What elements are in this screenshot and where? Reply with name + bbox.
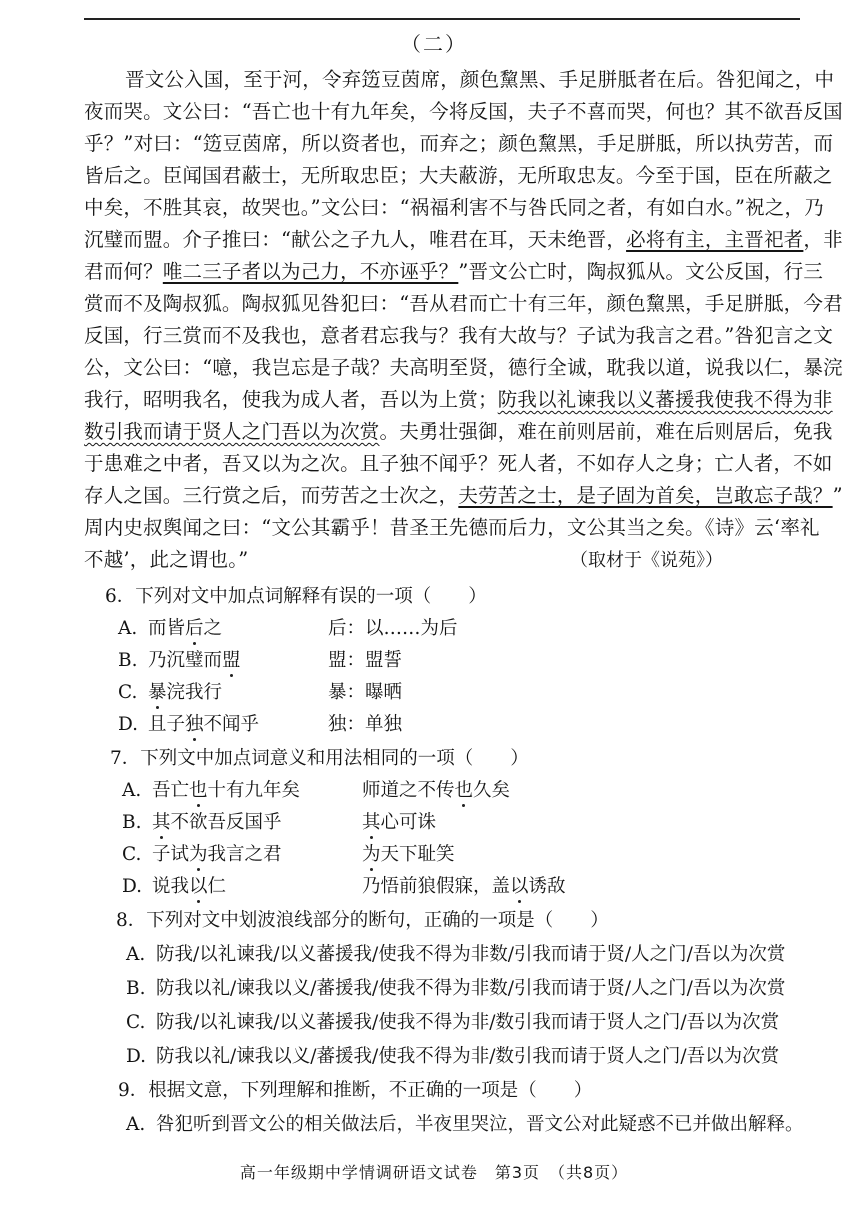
option-b: B. 防我以礼/谏我以义/蕃援我/使我不得为非数/引我而请于贤/人之门/吾以为次赏: [126, 978, 786, 999]
dotted-word: 暴: [148, 682, 167, 703]
dotted-word: 以: [189, 876, 208, 897]
top-rule: [84, 18, 800, 20]
dotted-word: 为: [189, 844, 208, 865]
option-a: A. 咎犯听到晋文公的相关做法后，半夜里哭泣，晋文公对此疑惑不已并做出解释。: [126, 1114, 804, 1135]
option-a: A. 防我/以礼谏我/以义蕃援我/使我不得为非数/引我而请于贤/人之门/吾以为次赏: [126, 944, 786, 965]
passage-line: 中矣，不胜其哀，故哭也。”文公曰：“祸福利害不与咎氏同之者，有如白水。”祝之，乃: [84, 196, 824, 219]
passage-line: 乎？”对曰：“笾豆茵席，所以资者也，而弃之；颜色黧黑，手足胼胝，所以执劳苦，而: [84, 132, 834, 155]
dotted-word: 以: [510, 876, 529, 897]
passage-line: 沉璧而盟。介子推曰：“献公之子九人，唯君在耳，天未绝晋，必将有主，主晋祀者，非: [84, 228, 843, 251]
option-a: A. 吾亡也十有九年矣 师道之不传也久矣: [122, 780, 511, 801]
dotted-word: 后: [185, 618, 204, 639]
passage-line: 不越’，此之谓也。”: [84, 548, 249, 571]
dotted-word: 盟: [222, 650, 241, 671]
passage-line: 皆后之。臣闻国君蔽士，无所取忠臣；大夫蔽游，无所取忠友。今至于国，臣在所蔽之: [84, 164, 833, 187]
passage-line: 于患难之中者，吾又以为之次。且子独不闻乎？死人者，不如存人之身；亡人者，不如: [84, 452, 833, 475]
underlined-text: 必将有主，主晋祀者: [626, 228, 804, 251]
dotted-word: 也: [189, 780, 208, 801]
option-b: B. 其不欲吾反国乎 其心可诛: [122, 812, 437, 833]
question-stem: 8．下列对文中划波浪线部分的断句，正确的一项是（ ）: [116, 910, 609, 931]
question-stem: 7．下列文中加点词意义和用法相同的一项（ ）: [110, 748, 529, 769]
passage-line: 我行，昭明我名，使我为成人者，吾以为上赏；防我以礼谏我以义蕃援我使我不得为非: [84, 388, 833, 411]
page-footer: 高一年级期中学情调研语文试卷 第3页 （共8页）: [239, 1163, 629, 1182]
option-c: C. 防我/以礼谏我/以义蕃援我/使我不得为非/数引我而请于贤人之门/吾以为次赏: [126, 1012, 780, 1033]
passage-line: 夜而哭。文公曰：“吾亡也十有九年矣，今将反国，夫子不喜而哭，何也？其不欲吾反国: [84, 100, 843, 123]
passage-line: 数引我而请于贤人之门吾以为次赏。夫勇壮强御，难在前则居前，难在后则居后，免我: [84, 420, 833, 443]
wavy-underlined-text: 防我以礼谏我以义蕃援我使我不得为非: [497, 388, 833, 411]
option-c: C. 暴浣我行 暴：曝晒: [118, 682, 403, 703]
passage-line: 反国，行三赏而不及我也，意者君忘我与？我有大故与？子试为我言之君。”咎犯言之文: [84, 324, 834, 347]
passage-line: 公，文公曰：“噫，我岂忘是子哉？夫高明至贤，德行全诚，耽我以道，说我以仁，暴浣: [84, 356, 843, 379]
question-stem: 6．下列对文中加点词解释有误的一项（ ）: [105, 586, 487, 607]
option-c: C. 子试为我言之君 为天下耻笑: [122, 844, 455, 865]
underlined-sentence: 唯二三子者以为己力，不亦诬乎？: [162, 260, 459, 283]
dotted-word: 其: [362, 812, 381, 833]
passage-line: 晋文公入国，至于河，令弃笾豆茵席，颜色黧黑、手足胼胝者在后。咎犯闻之，中: [125, 68, 835, 91]
passage-line: 君而何？唯二三子者以为己力，不亦诬乎？”晋文公亡时，陶叔狐从。文公反国，行三: [84, 260, 824, 283]
dotted-word: 也: [454, 780, 474, 801]
dotted-word: 为: [362, 844, 381, 865]
option-d: D. 且子独不闻乎 独：单独: [118, 714, 403, 735]
option-b: B. 乃沉璧而盟 盟：盟誓: [118, 650, 403, 671]
option-d: D. 防我以礼/谏我以义/蕃援我/使我不得为非/数引我而请于贤人之门/吾以为次赏: [126, 1046, 780, 1067]
passage-line: 周内史叔舆闻之曰：“文公其霸乎！昔圣王先德而后力，文公其当之矣。《诗》云‘率礼: [84, 516, 820, 539]
dotted-word: 独: [185, 714, 204, 735]
passage-line: 存人之国。三行赏之后，而劳苦之士次之，夫劳苦之士，是子固为首矣，岂敢忘子哉？”: [84, 484, 843, 507]
dotted-word: 其: [152, 812, 171, 833]
section-heading: （二）: [401, 32, 467, 56]
passage-line: 赏而不及陶叔狐。陶叔狐见咎犯曰：“吾从君而亡十有三年，颜色黧黑，手足胼胝，今君: [84, 292, 843, 315]
question-stem: 9．根据文意，下列理解和推断，不正确的一项是（ ）: [118, 1080, 593, 1101]
source-citation: （取材于《说苑》）: [570, 550, 723, 571]
option-d: D. 说我以仁 乃悟前狼假寐，盖以诱敌: [122, 876, 566, 897]
wavy-underlined-text: 数引我而请于贤人之门吾以为次赏: [84, 420, 380, 443]
option-a: A. 而皆后之 后：以……为后: [118, 618, 458, 639]
underlined-sentence: 夫劳苦之士，是子固为首矣，岂敢忘子哉？: [458, 484, 833, 507]
